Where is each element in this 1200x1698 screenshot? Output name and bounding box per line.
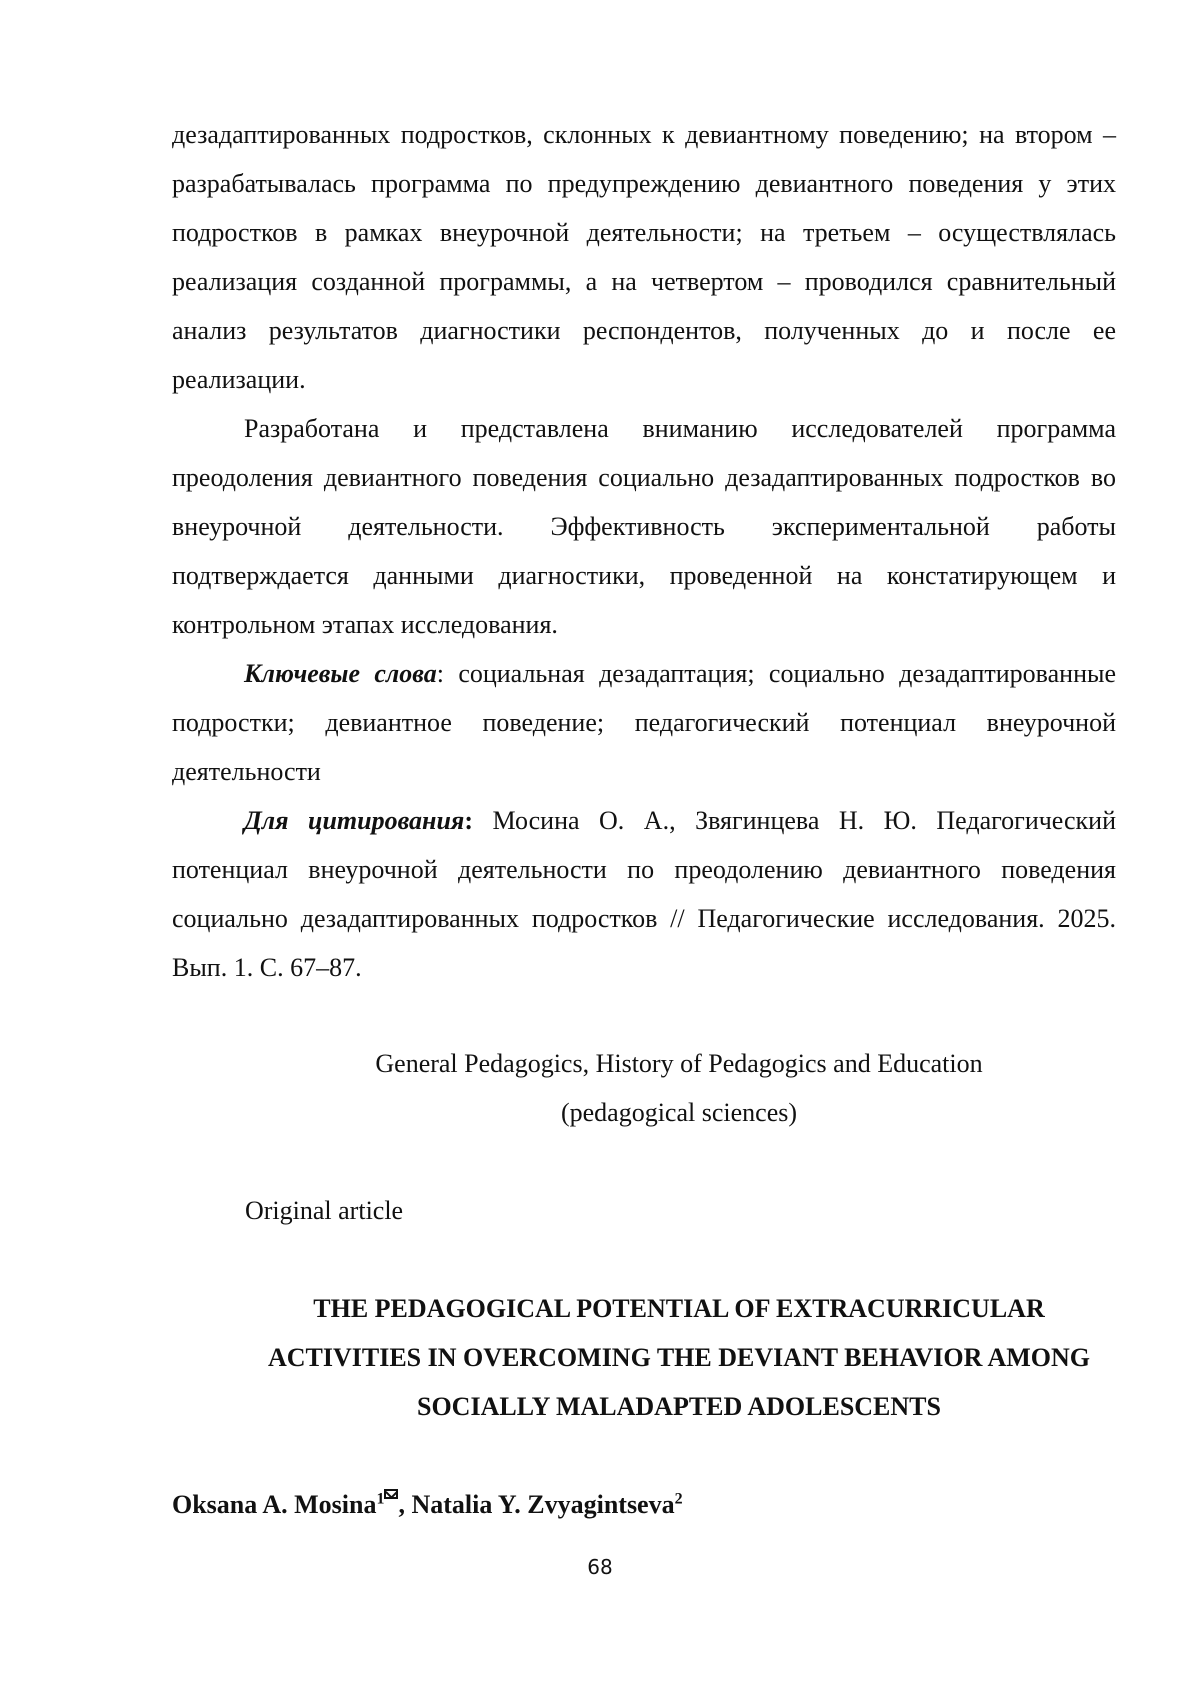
rubric-line: General Pedagogics, History of Pedagogics and Education (375, 1049, 983, 1078)
keywords-paragraph (172, 649, 1116, 796)
keywords-text: социальная дезадаптация; социально дезадаптированные подростки; девиантное поведение; педагогический потенциал внеурочной деятельности (172, 659, 1116, 786)
citation-colon: : (464, 806, 473, 835)
mail-icon (384, 1489, 398, 1499)
body-paragraph-program (172, 404, 1116, 649)
paragraph-text: дезадаптированных подростков, склонных к девиантному поведению; на втором – разрабатывалась программа по предупреждению девиантного поведения у этих подростков в рамках внеурочной деятельности; на третьем – осуществлялась реализация созданной программы, а на четвертом – проводился сравнительный анализ результатов диагностики респондентов, полученных до и после ее реализации. (172, 120, 1116, 394)
page-number: 68 (587, 1555, 613, 1579)
body-paragraph-continuation (172, 110, 1116, 404)
title-line: ACTIVITIES IN OVERCOMING THE DEVIANT BEHAVIOR AMONG (267, 1343, 1091, 1372)
author-name: Oksana A. Mosina (172, 1490, 377, 1519)
paragraph-text: Разработана и представлена вниманию исследователей программа преодоления девиантного поведения социально дезадаптированных подростков во внеурочной деятельности. Эффективность экспериментальной работы подтверждается данными диагностики, проведенной на констатирующем и контрольном этапах исследования. (172, 414, 1116, 639)
title-line: SOCIALLY MALADAPTED ADOLESCENTS (417, 1392, 941, 1421)
citation-text: Мосина О. А., Звягинцева Н. Ю. Педагогический потенциал внеурочной деятельности по преодолению девиантного поведения социально дезадаптированных подростков // Педагогические исследования. 2025. Вып. 1. С. 67–87. (172, 806, 1116, 982)
subject-rubric (172, 1039, 1186, 1137)
citation-label: Для цитирования (244, 806, 465, 835)
author-list (172, 1480, 683, 1529)
rubric-line: (pedagogical sciences) (560, 1098, 798, 1127)
citation-paragraph (172, 796, 1116, 992)
article-title (172, 1284, 1186, 1431)
author-name: Natalia Y. Zvyagintseva (411, 1490, 675, 1519)
author-separator: , (398, 1490, 412, 1519)
article-type: Original article (245, 1196, 404, 1225)
affiliation-marker: 2 (674, 1490, 683, 1508)
affiliation-marker: 1 (376, 1490, 385, 1508)
keywords-colon: : (436, 659, 444, 688)
keywords-label: Ключевые слова (244, 659, 437, 688)
title-line: THE PEDAGOGICAL POTENTIAL OF EXTRACURRICULAR (313, 1294, 1045, 1323)
